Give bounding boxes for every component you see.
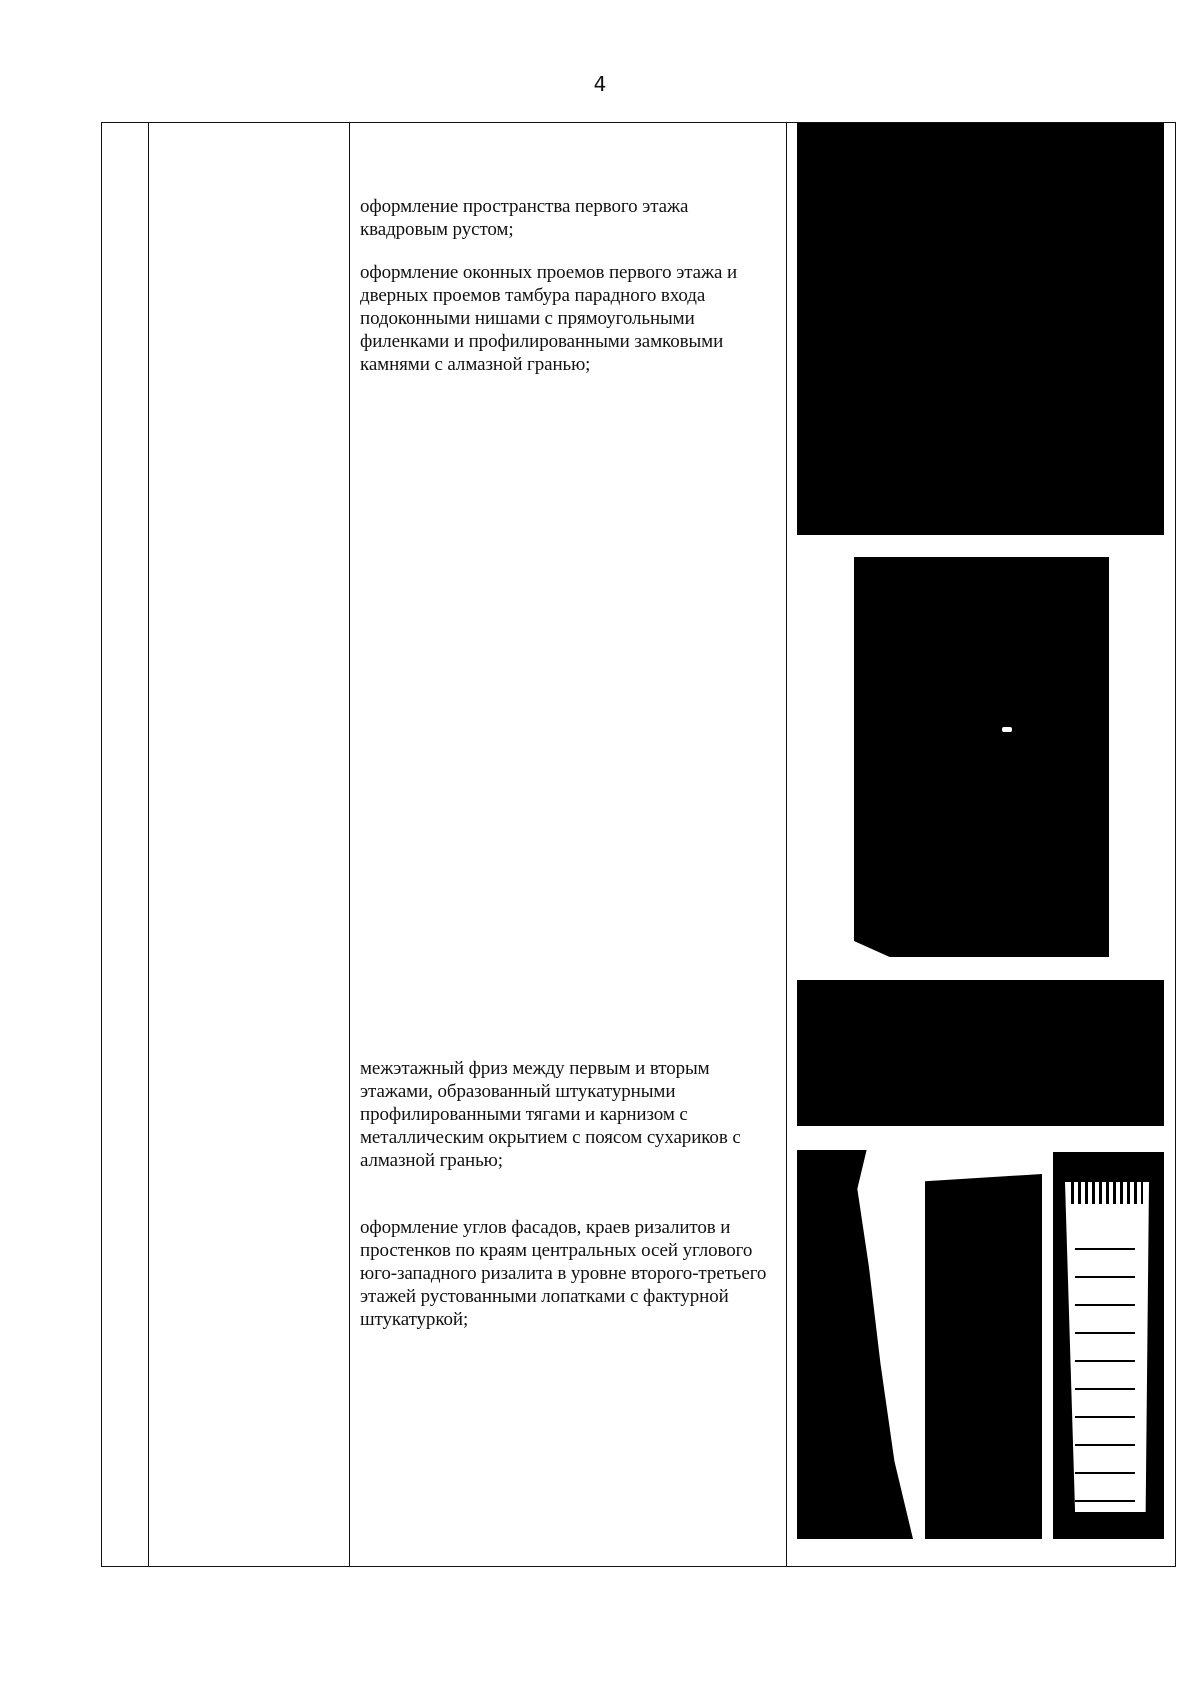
facade-photo-4	[797, 1150, 913, 1539]
description-item	[360, 195, 780, 241]
facade-photo-6	[1053, 1152, 1164, 1539]
description-text: оформление пространства первого этажа квадровым рустом;	[360, 196, 689, 240]
page-number: 4	[593, 72, 607, 96]
facade-photo-2	[854, 557, 1109, 957]
description-text: оформление углов фасадов, краев ризалитов и простенков по краям центральных осей углового юго-западного ризалита в уровне второго-третьего этажей рустованными лопатками с фактурной штукатуркой;	[360, 1217, 767, 1330]
description-text: оформление оконных проемов первого этажа и дверных проемов тамбура парадного входа подоконными нишами с прямоугольными филенками и профилированными замковыми камнями с алмазной гранью;	[360, 262, 738, 375]
document-table	[101, 122, 1176, 1567]
facade-photo-1	[797, 123, 1164, 535]
column-divider	[148, 123, 149, 1566]
description-item	[360, 261, 780, 376]
photo-highlight	[1002, 727, 1012, 732]
description-item	[360, 1057, 780, 1172]
facade-photo-3	[797, 980, 1164, 1126]
building-facade-image	[1065, 1182, 1149, 1512]
facade-photo-5	[925, 1174, 1042, 1539]
column-divider	[349, 123, 350, 1566]
description-item	[360, 1216, 780, 1331]
description-text: межэтажный фриз между первым и вторым этажами, образованный штукатурными профилированными тягами и карнизом с металлическим окрытием с поясом сухариков с алмазной гранью;	[360, 1058, 741, 1171]
column-divider	[786, 123, 787, 1566]
